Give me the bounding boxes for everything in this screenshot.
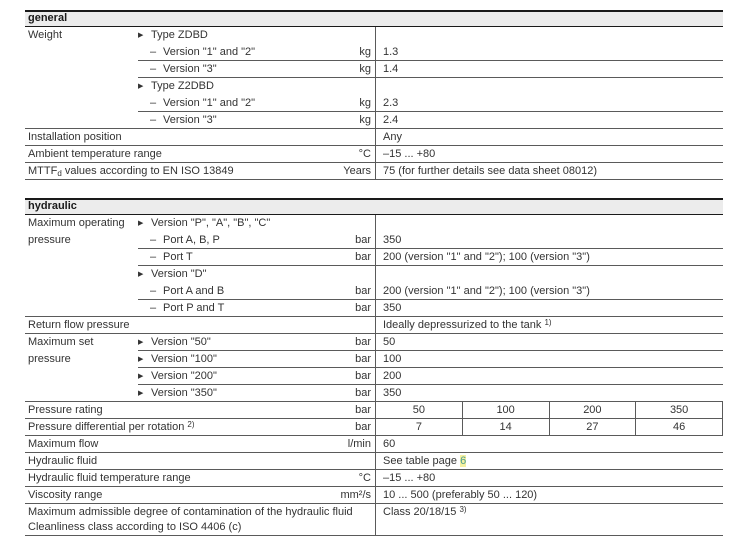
triangle-bullet-icon: ▶ bbox=[138, 339, 144, 346]
row-sublabel: Version "50" bbox=[151, 336, 211, 348]
unit-cell: bar bbox=[355, 421, 371, 433]
table-row bbox=[25, 470, 723, 487]
row-label: Return flow pressure bbox=[28, 319, 130, 331]
triangle-bullet-icon: ▶ bbox=[138, 32, 144, 39]
dash-bullet-icon: – bbox=[150, 63, 157, 75]
row-label: Hydraulic fluid bbox=[28, 455, 98, 467]
footnote-superscript: 3) bbox=[459, 505, 467, 514]
value-cell: 200 bbox=[383, 370, 402, 382]
unit-cell: kg bbox=[359, 46, 371, 58]
row-sublabel: Version "3" bbox=[163, 114, 217, 126]
row-sublabel: Version "1" and "2" bbox=[163, 46, 256, 58]
triangle-bullet-icon: ▶ bbox=[138, 220, 144, 227]
row-sublabel: Version "D" bbox=[151, 268, 207, 280]
value-cell: –15 ... +80 bbox=[383, 148, 436, 160]
table-row bbox=[25, 351, 723, 368]
value-cell: 350 bbox=[383, 302, 402, 314]
value-cell: 100 bbox=[383, 353, 402, 365]
row-label-continued: values according to EN ISO 13849 bbox=[61, 165, 234, 177]
value-cell: 2.3 bbox=[383, 97, 399, 109]
row-label: Viscosity range bbox=[28, 489, 103, 501]
pressure-differential-cell: 7 bbox=[376, 419, 463, 436]
unit-cell: bar bbox=[355, 404, 371, 416]
triangle-bullet-icon: ▶ bbox=[138, 373, 144, 380]
value-cell: 1.3 bbox=[383, 46, 399, 58]
value-cell: 75 (for further details see data sheet 08012) bbox=[383, 165, 598, 177]
dash-bullet-icon: – bbox=[150, 285, 157, 297]
triangle-bullet-icon: ▶ bbox=[138, 356, 144, 363]
pressure-rating-cell: 200 bbox=[550, 402, 637, 419]
unit-cell: °C bbox=[358, 148, 371, 160]
row-label: Maximum flow bbox=[28, 438, 99, 450]
value-cell: 350 bbox=[383, 387, 402, 399]
pressure-rating-cell: 50 bbox=[376, 402, 463, 419]
general-section-table bbox=[25, 0, 723, 180]
pressure-rating-cell: 350 bbox=[636, 402, 723, 419]
value-cell: 60 bbox=[383, 438, 396, 450]
subscript-text: d bbox=[57, 169, 62, 178]
table-row bbox=[25, 436, 723, 453]
table-row bbox=[25, 129, 723, 146]
pressure-differential-cell: 14 bbox=[463, 419, 550, 436]
page-link[interactable]: 6 bbox=[460, 455, 467, 467]
table-row bbox=[25, 300, 723, 317]
value-cell: –15 ... +80 bbox=[383, 472, 436, 484]
row-sublabel: Version "3" bbox=[163, 63, 217, 75]
value-cell: See table page bbox=[383, 455, 461, 467]
pressure-differential-cell: 27 bbox=[550, 419, 637, 436]
unit-cell: mm²/s bbox=[340, 489, 371, 501]
unit-cell: °C bbox=[358, 472, 371, 484]
row-label-line1: Maximum admissible degree of contamination of the hydraulic fluid bbox=[28, 506, 353, 518]
value-cell: 1.4 bbox=[383, 63, 399, 75]
row-sublabel: Version "P", "A", "B", "C" bbox=[151, 217, 271, 229]
value-cell: 50 bbox=[383, 336, 396, 348]
table-row bbox=[25, 283, 723, 300]
unit-cell: bar bbox=[355, 353, 371, 365]
dash-bullet-icon: – bbox=[150, 234, 157, 246]
footnote-superscript: 1) bbox=[544, 318, 552, 327]
pressure-differential-cell: 46 bbox=[636, 419, 723, 436]
table-row bbox=[25, 453, 723, 470]
dash-bullet-icon: – bbox=[150, 46, 157, 58]
unit-cell: Years bbox=[343, 165, 371, 177]
unit-cell: kg bbox=[359, 63, 371, 75]
table-row bbox=[25, 317, 723, 334]
row-label: Pressure differential per rotation bbox=[28, 421, 188, 433]
row-label: Pressure rating bbox=[28, 404, 103, 416]
table-row bbox=[25, 61, 723, 78]
table-row bbox=[25, 266, 723, 283]
table-row bbox=[25, 112, 723, 129]
table-row bbox=[25, 44, 723, 61]
row-sublabel: Version "350" bbox=[151, 387, 217, 399]
unit-cell: bar bbox=[355, 251, 371, 263]
row-sublabel: Type ZDBD bbox=[151, 29, 208, 41]
row-label: MTTF bbox=[28, 165, 58, 177]
unit-cell: bar bbox=[355, 387, 371, 399]
footnote-superscript: 2) bbox=[187, 420, 195, 429]
unit-cell: bar bbox=[355, 285, 371, 297]
value-cell: 350 bbox=[383, 234, 402, 246]
table-row bbox=[25, 232, 723, 249]
table-row bbox=[25, 504, 723, 536]
table-row bbox=[25, 78, 723, 95]
value-cell: 200 (version "1" and "2"); 100 (version "3") bbox=[383, 251, 590, 263]
dash-bullet-icon: – bbox=[150, 114, 157, 126]
unit-cell: bar bbox=[355, 336, 371, 348]
value-cell: 10 ... 500 (preferably 50 ... 120) bbox=[383, 489, 538, 501]
unit-cell: kg bbox=[359, 114, 371, 126]
value-cell: 2.4 bbox=[383, 114, 399, 126]
unit-cell: bar bbox=[355, 234, 371, 246]
row-label: Weight bbox=[28, 29, 63, 41]
value-cell: Class 20/18/15 bbox=[383, 506, 460, 518]
table-row bbox=[25, 402, 723, 419]
table-row bbox=[25, 146, 723, 163]
table-row bbox=[25, 385, 723, 402]
value-cell: 200 (version "1" and "2"); 100 (version "3") bbox=[383, 285, 590, 297]
table-row bbox=[25, 419, 723, 436]
table-row bbox=[25, 249, 723, 266]
row-label: Maximum set pressure bbox=[28, 336, 94, 365]
row-sublabel: Version "100" bbox=[151, 353, 217, 365]
row-label: Maximum operating pressure bbox=[28, 217, 125, 246]
value-cell: Ideally depressurized to the tank bbox=[383, 319, 545, 331]
row-sublabel: Port P and T bbox=[163, 302, 225, 314]
dash-bullet-icon: – bbox=[150, 97, 157, 109]
row-sublabel: Port A, B, P bbox=[163, 234, 220, 246]
unit-cell: bar bbox=[355, 302, 371, 314]
table-row bbox=[25, 368, 723, 385]
value-cell: Any bbox=[383, 131, 402, 143]
table-row bbox=[25, 27, 723, 44]
row-label: Installation position bbox=[28, 131, 122, 143]
pressure-rating-cell: 100 bbox=[463, 402, 550, 419]
row-label-line2: Cleanliness class according to ISO 4406 (c) bbox=[28, 521, 242, 533]
dash-bullet-icon: – bbox=[150, 251, 157, 263]
dash-bullet-icon: – bbox=[150, 302, 157, 314]
table-row bbox=[25, 487, 723, 504]
unit-cell: kg bbox=[359, 97, 371, 109]
triangle-bullet-icon: ▶ bbox=[138, 390, 144, 397]
table-row bbox=[25, 163, 723, 180]
table-row bbox=[25, 95, 723, 112]
unit-cell: bar bbox=[355, 370, 371, 382]
row-label: Hydraulic fluid temperature range bbox=[28, 472, 191, 484]
unit-cell: l/min bbox=[347, 438, 371, 450]
row-sublabel: Port T bbox=[163, 251, 193, 263]
row-sublabel: Port A and B bbox=[163, 285, 225, 297]
section-header-general: general bbox=[25, 10, 723, 27]
row-sublabel: Version "1" and "2" bbox=[163, 97, 256, 109]
row-label: Ambient temperature range bbox=[28, 148, 162, 160]
hydraulic-section-table bbox=[25, 198, 723, 536]
triangle-bullet-icon: ▶ bbox=[138, 271, 144, 278]
row-sublabel: Type Z2DBD bbox=[151, 80, 214, 92]
row-sublabel: Version "200" bbox=[151, 370, 217, 382]
triangle-bullet-icon: ▶ bbox=[138, 83, 144, 90]
section-header-hydraulic: hydraulic bbox=[25, 198, 723, 215]
